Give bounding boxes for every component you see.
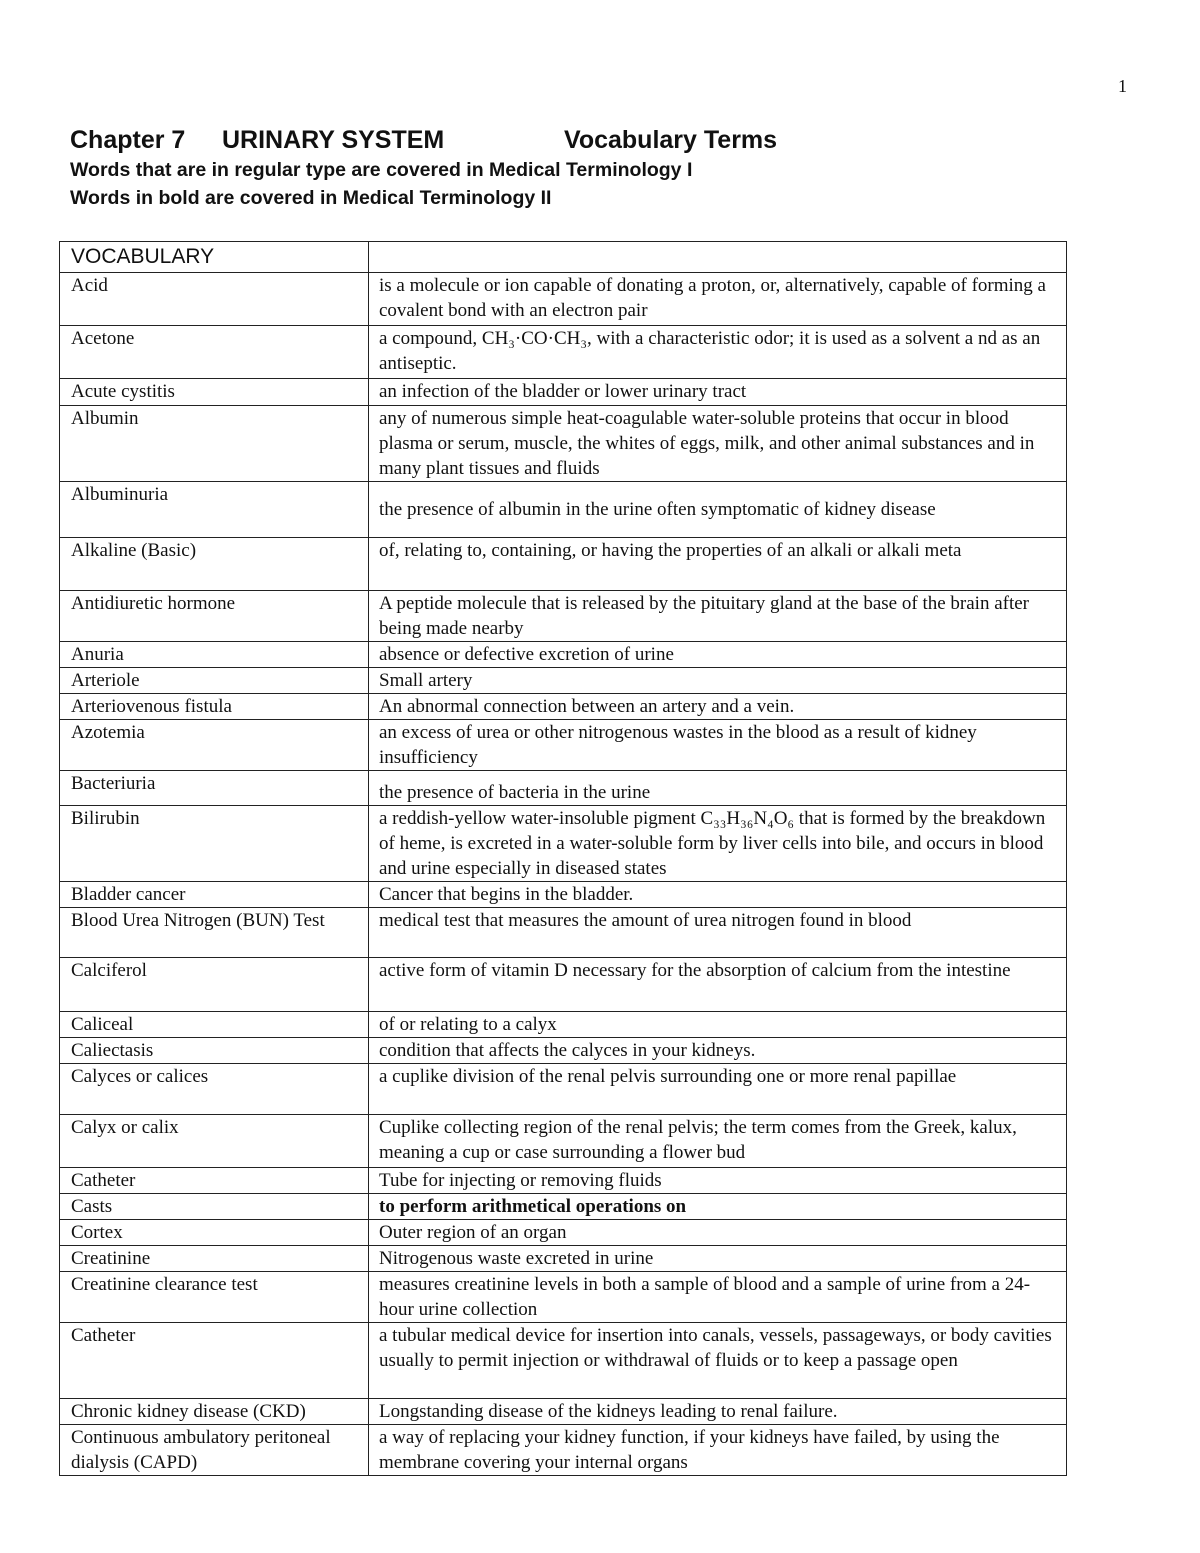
definition-cell: an excess of urea or other nitrogenous wastes in the blood as a result of kidney insufficiency [369, 720, 1067, 771]
definition-cell: Nitrogenous waste excreted in urine [369, 1246, 1067, 1272]
term-cell: Calyx or calix [60, 1115, 369, 1168]
table-row [60, 482, 1067, 538]
definition-cell: Outer region of an organ [369, 1220, 1067, 1246]
column-header-vocabulary: VOCABULARY [60, 242, 369, 273]
term-cell: Bladder cancer [60, 882, 369, 908]
term-cell: Azotemia [60, 720, 369, 771]
term-cell: Casts [60, 1194, 369, 1220]
definition-cell: a cuplike division of the renal pelvis surrounding one or more renal papillae [369, 1064, 1067, 1115]
table-row [60, 771, 1067, 806]
definition-cell: a reddish-yellow water-insoluble pigment C₃₃H₃₆N₄O₆ that is formed by the breakdown of heme, is excreted in a water-soluble form by liver cells into bile, and occurs in blood and urine especially in diseased states [369, 806, 1067, 882]
table-row [60, 1425, 1067, 1476]
vocabulary-table [59, 241, 1067, 1476]
table-row [60, 1246, 1067, 1272]
table-row [60, 720, 1067, 771]
page-number: 1 [1118, 76, 1127, 96]
table-row [60, 273, 1067, 326]
definition-cell: a way of replacing your kidney function, if your kidneys have failed, by using the membrane covering your internal organs [369, 1425, 1067, 1476]
system-name: URINARY SYSTEM [222, 126, 445, 154]
table-row [60, 406, 1067, 482]
term-cell: Calciferol [60, 958, 369, 1012]
term-cell: Arteriovenous fistula [60, 694, 369, 720]
table-row [60, 591, 1067, 642]
table-row [60, 1115, 1067, 1168]
table-row [60, 326, 1067, 379]
definition-cell: a tubular medical device for insertion into canals, vessels, passageways, or body cavities usually to permit injection or withdrawal of fluids or to keep a passage open [369, 1323, 1067, 1399]
definition-cell: An abnormal connection between an artery and a vein. [369, 694, 1067, 720]
table-row [60, 1323, 1067, 1399]
definition-cell: Cuplike collecting region of the renal pelvis; the term comes from the Greek, kalux, meaning a cup or case surrounding a flower bud [369, 1115, 1067, 1168]
table-row [60, 668, 1067, 694]
table-row [60, 1012, 1067, 1038]
term-cell: Anuria [60, 642, 369, 668]
header-note-bold: Words in bold are covered in Medical Terminology II [70, 187, 552, 209]
table-row [60, 806, 1067, 882]
term-cell: Acetone [60, 326, 369, 379]
term-cell: Catheter [60, 1168, 369, 1194]
term-cell: Catheter [60, 1323, 369, 1399]
table-row [60, 882, 1067, 908]
definition-cell: A peptide molecule that is released by the pituitary gland at the base of the brain after being made nearby [369, 591, 1067, 642]
term-cell: Caliectasis [60, 1038, 369, 1064]
term-cell: Bilirubin [60, 806, 369, 882]
table-row [60, 1168, 1067, 1194]
table-row [60, 694, 1067, 720]
table-row [60, 1194, 1067, 1220]
definition-cell: the presence of albumin in the urine often symptomatic of kidney disease [369, 482, 1067, 538]
definition-cell: Tube for injecting or removing fluids [369, 1168, 1067, 1194]
definition-cell: is a molecule or ion capable of donating a proton, or, alternatively, capable of forming a covalent bond with an electron pair [369, 273, 1067, 326]
chapter-label: Chapter 7 [70, 126, 186, 154]
definition-cell: absence or defective excretion of urine [369, 642, 1067, 668]
table-row [60, 538, 1067, 591]
chapter-title [70, 124, 1130, 156]
column-header-definition [369, 242, 1067, 273]
definition-cell: Cancer that begins in the bladder. [369, 882, 1067, 908]
term-cell: Creatinine clearance test [60, 1272, 369, 1323]
term-cell: Antidiuretic hormone [60, 591, 369, 642]
term-cell: Continuous ambulatory peritoneal dialysis (CAPD) [60, 1425, 369, 1476]
table-row [60, 1220, 1067, 1246]
table-row [60, 908, 1067, 958]
table-row [60, 1064, 1067, 1115]
term-cell: Arteriole [60, 668, 369, 694]
term-cell: Albumin [60, 406, 369, 482]
definition-cell: active form of vitamin D necessary for the absorption of calcium from the intestine [369, 958, 1067, 1012]
definition-cell: condition that affects the calyces in your kidneys. [369, 1038, 1067, 1064]
definition-cell: a compound, CH₃·CO·CH₃, with a characteristic odor; it is used as a solvent a nd as an antiseptic. [369, 326, 1067, 379]
table-row [60, 379, 1067, 406]
document-header [70, 124, 1130, 212]
term-cell: Acid [60, 273, 369, 326]
term-cell: Albuminuria [60, 482, 369, 538]
definition-cell: an infection of the bladder or lower urinary tract [369, 379, 1067, 406]
definition-cell: the presence of bacteria in the urine [369, 771, 1067, 806]
term-cell: Calyces or calices [60, 1064, 369, 1115]
table-row [60, 1038, 1067, 1064]
definition-cell: Longstanding disease of the kidneys leading to renal failure. [369, 1399, 1067, 1425]
table-header-row [60, 242, 1067, 273]
definition-cell: measures creatinine levels in both a sample of blood and a sample of urine from a 24-hour urine collection [369, 1272, 1067, 1323]
term-cell: Cortex [60, 1220, 369, 1246]
definition-cell: of or relating to a calyx [369, 1012, 1067, 1038]
definition-cell: any of numerous simple heat-coagulable water-soluble proteins that occur in blood plasma or serum, muscle, the whites of eggs, milk, and other animal substances and in many plant tissues and fluids [369, 406, 1067, 482]
definition-cell: to perform arithmetical operations on [369, 1194, 1067, 1220]
table-row [60, 1399, 1067, 1425]
header-note-regular: Words that are in regular type are covered in Medical Terminology I [70, 159, 693, 181]
table-row [60, 958, 1067, 1012]
term-cell: Caliceal [60, 1012, 369, 1038]
definition-cell: of, relating to, containing, or having the properties of an alkali or alkali meta [369, 538, 1067, 591]
term-cell: Chronic kidney disease (CKD) [60, 1399, 369, 1425]
table-row [60, 1272, 1067, 1323]
table-row [60, 642, 1067, 668]
definition-cell: medical test that measures the amount of urea nitrogen found in blood [369, 908, 1067, 958]
term-cell: Blood Urea Nitrogen (BUN) Test [60, 908, 369, 958]
term-cell: Acute cystitis [60, 379, 369, 406]
definition-cell: Small artery [369, 668, 1067, 694]
vocab-title: Vocabulary Terms [564, 126, 778, 154]
term-cell: Creatinine [60, 1246, 369, 1272]
term-cell: Bacteriuria [60, 771, 369, 806]
term-cell: Alkaline (Basic) [60, 538, 369, 591]
